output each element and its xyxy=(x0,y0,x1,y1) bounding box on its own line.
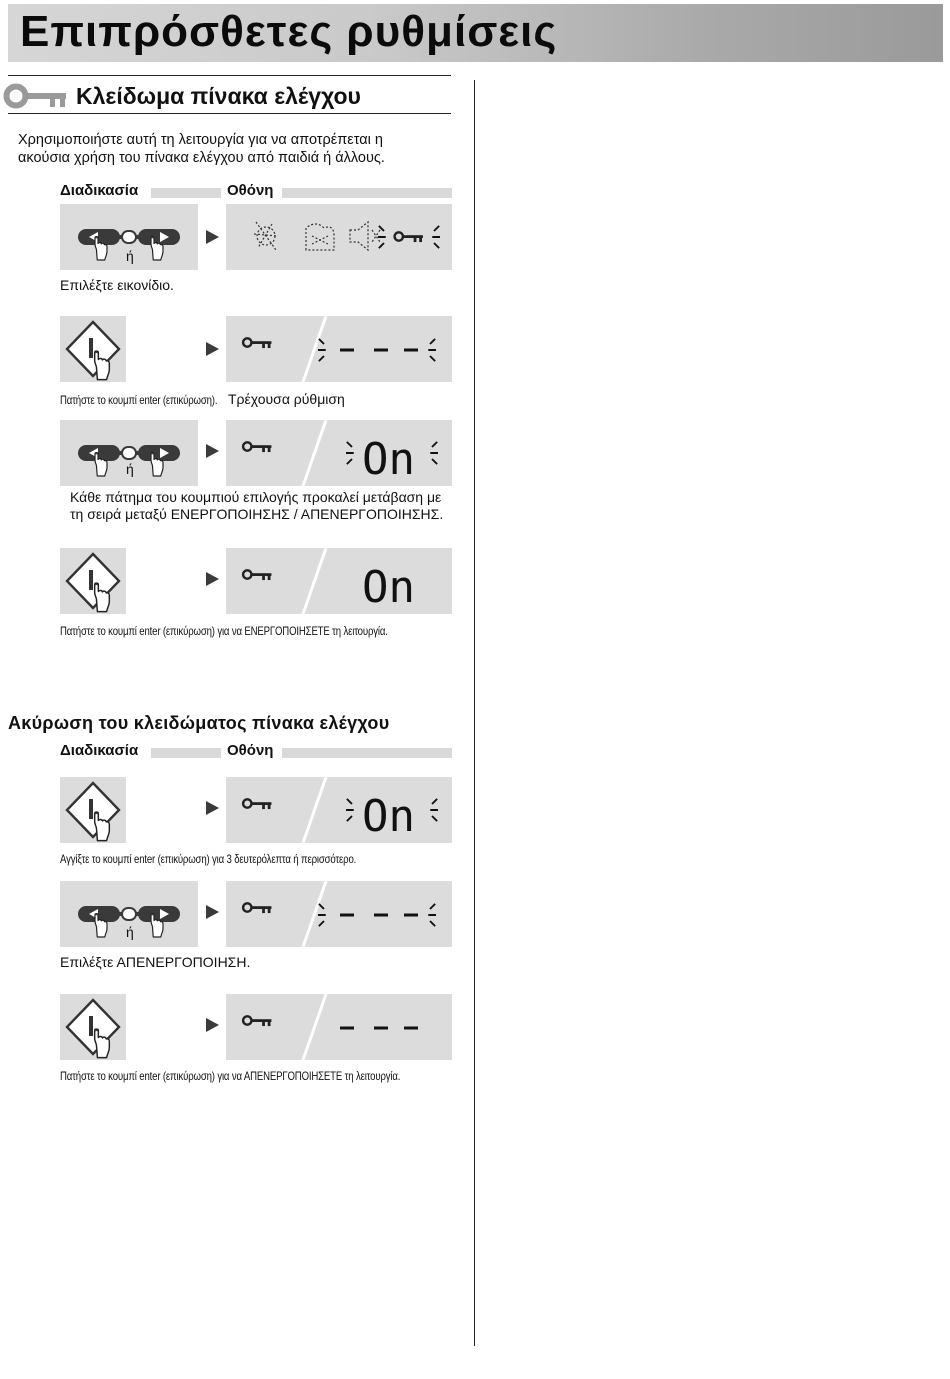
cancel-step3-procedure xyxy=(60,994,126,1060)
cancel-section-title: Ακύρωση του κλειδώματος πίνακα ελέγχου xyxy=(8,713,390,733)
display-heading-bar-2 xyxy=(282,748,452,758)
page-title: Επιπρόσθετες ρυθμίσεις xyxy=(20,7,558,56)
display-column-heading: Οθόνη xyxy=(227,182,274,199)
on-blinking-display xyxy=(226,420,452,486)
play-arrow-icon xyxy=(206,230,219,244)
play-arrow-icon xyxy=(206,444,219,458)
play-arrow-icon xyxy=(206,572,219,586)
section-intro xyxy=(18,131,385,167)
lock-step1-or-label: ή xyxy=(126,248,134,264)
section-title-rule-top xyxy=(8,75,451,76)
lock-step1-caption: Επιλέξτε εικονίδιο. xyxy=(60,277,174,293)
cancel-step2-or-label: ή xyxy=(126,924,134,940)
enter-button-icon xyxy=(60,548,126,614)
column-divider xyxy=(474,80,475,1346)
dashes-blinking-display xyxy=(226,881,452,947)
note-line-1: Κάθε πάτημα του κουμπιού επιλογής προκαλεί μετάβαση με xyxy=(70,489,442,505)
on-blinking-display xyxy=(226,777,452,843)
cancel-step3-caption: Πατήστε το κουμπί enter (επικύρωση) για να ΑΠΕΝΕΡΓΟΠΟΙΗΣΕΤΕ τη λειτουργία. xyxy=(60,1069,401,1083)
enter-button-icon xyxy=(60,994,126,1060)
lock-step2-display xyxy=(226,316,452,382)
lock-step4-display-value: On xyxy=(362,562,415,613)
procedure-column-heading: Διαδικασία xyxy=(60,182,139,199)
intro-line-1: Χρησιμοποιήστε αυτή τη λειτουργία για να αποτρέπεται η xyxy=(18,132,383,148)
enter-button-icon xyxy=(60,777,126,843)
cancel-step1-caption: Αγγίξτε το κουμπί enter (επικύρωση) για 3 δευτερόλεπτα ή περισσότερο. xyxy=(60,852,357,866)
page-header xyxy=(8,4,943,62)
cancel-step2-display xyxy=(226,881,452,947)
cancel-step1-procedure xyxy=(60,777,126,843)
current-setting-label: Τρέχουσα ρύθμιση xyxy=(228,391,345,407)
display-column-heading-2: Οθόνη xyxy=(227,742,274,759)
note-line-2: τη σειρά μεταξύ ΕΝΕΡΓΟΠΟΙΗΣΗΣ / ΑΠΕΝΕΡΓΟΠΟΙΗΣΗΣ. xyxy=(70,506,444,522)
dashes-steady-display xyxy=(226,994,452,1060)
cancel-step1-display xyxy=(226,777,452,843)
play-arrow-icon xyxy=(206,905,219,919)
display-heading-bar xyxy=(282,188,452,198)
cancel-step3-display xyxy=(226,994,452,1060)
cancel-step1-display-value: On xyxy=(362,791,415,842)
key-icon xyxy=(2,82,68,110)
lock-step4-procedure xyxy=(60,548,126,614)
lock-step1-display xyxy=(226,204,452,270)
procedure-heading-bar-2 xyxy=(151,748,221,758)
play-arrow-icon xyxy=(206,342,219,356)
section-title: Κλείδωμα πίνακα ελέγχου xyxy=(76,83,361,109)
intro-line-2: ακούσια χρήση του πίνακα ελέγχου από παιδιά ή άλλους. xyxy=(18,150,385,166)
lock-step4-display xyxy=(226,548,452,614)
play-arrow-icon xyxy=(206,801,219,815)
procedure-column-heading-2: Διαδικασία xyxy=(60,742,139,759)
play-arrow-icon xyxy=(206,1018,219,1032)
cancel-step2-caption: Επιλέξτε ΑΠΕΝΕΡΓΟΠΟΙΗΣΗ. xyxy=(60,954,251,970)
lock-step4-caption: Πατήστε το κουμπί enter (επικύρωση) για να ΕΝΕΡΓΟΠΟΙΗΣΕΤΕ τη λειτουργία. xyxy=(60,624,388,638)
lock-step3-or-label: ή xyxy=(126,461,134,477)
lock-step3-display xyxy=(226,420,452,486)
lock-step2-caption: Πατήστε το κουμπί enter (επικύρωση). xyxy=(60,393,218,407)
on-steady-display xyxy=(226,548,452,614)
icon-selection-display xyxy=(226,204,452,270)
lock-step3-display-value: On xyxy=(362,434,415,485)
section-title-rule-bottom xyxy=(8,113,451,114)
lock-step2-procedure xyxy=(60,316,126,382)
procedure-heading-bar xyxy=(151,188,221,198)
dashes-blinking-display xyxy=(226,316,452,382)
lock-step3-note xyxy=(70,489,443,523)
enter-button-icon xyxy=(60,316,126,382)
